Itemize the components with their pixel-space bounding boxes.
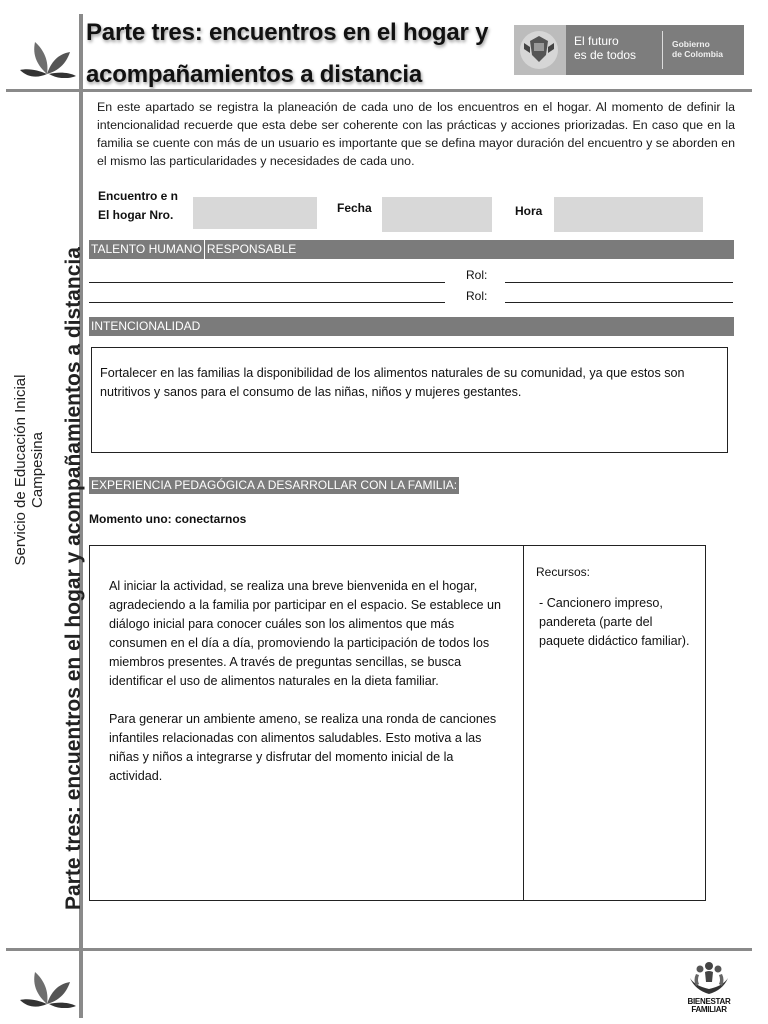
hora-field[interactable] <box>554 197 703 232</box>
leaf-logo-icon <box>18 28 76 78</box>
government-motto: El futuro es de todos <box>574 34 637 62</box>
moment-title: Momento uno: conectarnos <box>89 512 247 526</box>
activity-paragraph: Al iniciar la actividad, se realiza una breve bienvenida en el hogar, agradeciendo a la familia por participar en el espacio. Se establece un diálogo inicial para conocer cuáles son los alimentos que más consumen en el día a día, promoviendo la participación de todos los miembros presentes. A través de preguntas sencillas, se busca identificar el uso de alimentos naturales en la dieta familiar. <box>109 579 502 688</box>
intro-paragraph: En este apartado se registra la planeación de cada uno de los encuentros en el hogar. Al momento de definir la intencionalidad recuerde que esta debe ser coherente con las prácticas y acciones priorizadas. En caso que en la familia se cuente con más de un usuario es importante que se defina mayor duración del encuentro y se aborden en el mismo las particularidades y necesidades de cada uno. <box>97 100 735 168</box>
leaf-logo-icon <box>18 958 76 1008</box>
encuentro-label: Encuentro e n El hogar Nro. <box>98 189 179 222</box>
talento-header-col1: TALENTO HUMANO <box>91 242 202 256</box>
government-banner <box>566 25 744 75</box>
bienestar-familiar-logo <box>678 960 740 1016</box>
activity-description <box>109 577 507 786</box>
talento-header-bar <box>89 240 734 259</box>
rol-line-1[interactable] <box>505 282 733 283</box>
encuentro-number-field[interactable] <box>193 197 317 229</box>
government-logo <box>514 25 744 75</box>
responsable-line-2[interactable] <box>89 302 445 303</box>
footer-divider <box>6 948 752 951</box>
coat-of-arms-icon <box>518 29 560 71</box>
talento-header-col2: RESPONSABLE <box>206 242 297 256</box>
intencionalidad-text: Fortalecer en las familias la disponibilidad de los alimentos naturales de su comunidad, ya que estos son nutritivos y sanos para el consumo de las niñas, niños y mujeres gestantes. <box>100 366 685 399</box>
rol-label: Rol: <box>466 289 488 303</box>
page-title: Parte tres: encuentros en el hogar y acompañamientos a distancia <box>86 19 489 88</box>
activity-table <box>89 545 706 901</box>
family-icon <box>687 960 731 996</box>
banner-separator <box>662 31 663 69</box>
sidebar-section-title: Parte tres: encuentros en el hogar y acompañamientos a distancia <box>62 247 85 910</box>
responsable-line-1[interactable] <box>89 282 445 283</box>
rol-label: Rol: <box>466 268 488 282</box>
intencionalidad-box <box>91 347 728 453</box>
intencionalidad-header-bar: INTENCIONALIDAD <box>89 317 734 336</box>
fecha-field[interactable] <box>382 197 492 232</box>
activity-paragraph: Para generar un ambiente ameno, se realiza una ronda de canciones infantiles relacionadas con alimentos saludables. Esto motiva a las niñas y niños a integrarse y disfrutar del momento inicial de la actividad. <box>109 712 497 783</box>
rol-line-2[interactable] <box>505 302 733 303</box>
resources-title: Recursos: <box>536 565 591 579</box>
experiencia-header-bar: EXPERIENCIA PEDAGÓGICA A DESARROLLAR CON LA FAMILIA: <box>91 478 458 492</box>
fecha-label: Fecha <box>337 201 372 215</box>
sidebar-service-name: Servicio de Educación Inicial Campesina <box>12 374 46 566</box>
government-name: Gobierno de Colombia <box>672 39 724 59</box>
hora-label: Hora <box>515 204 543 218</box>
resources-list: - Cancionero impreso, pandereta (parte del paquete didáctico familiar). <box>539 596 690 648</box>
header-split <box>204 240 205 259</box>
bienestar-label: BIENESTAR FAMILIAR <box>687 997 731 1014</box>
table-column-divider <box>523 546 524 900</box>
